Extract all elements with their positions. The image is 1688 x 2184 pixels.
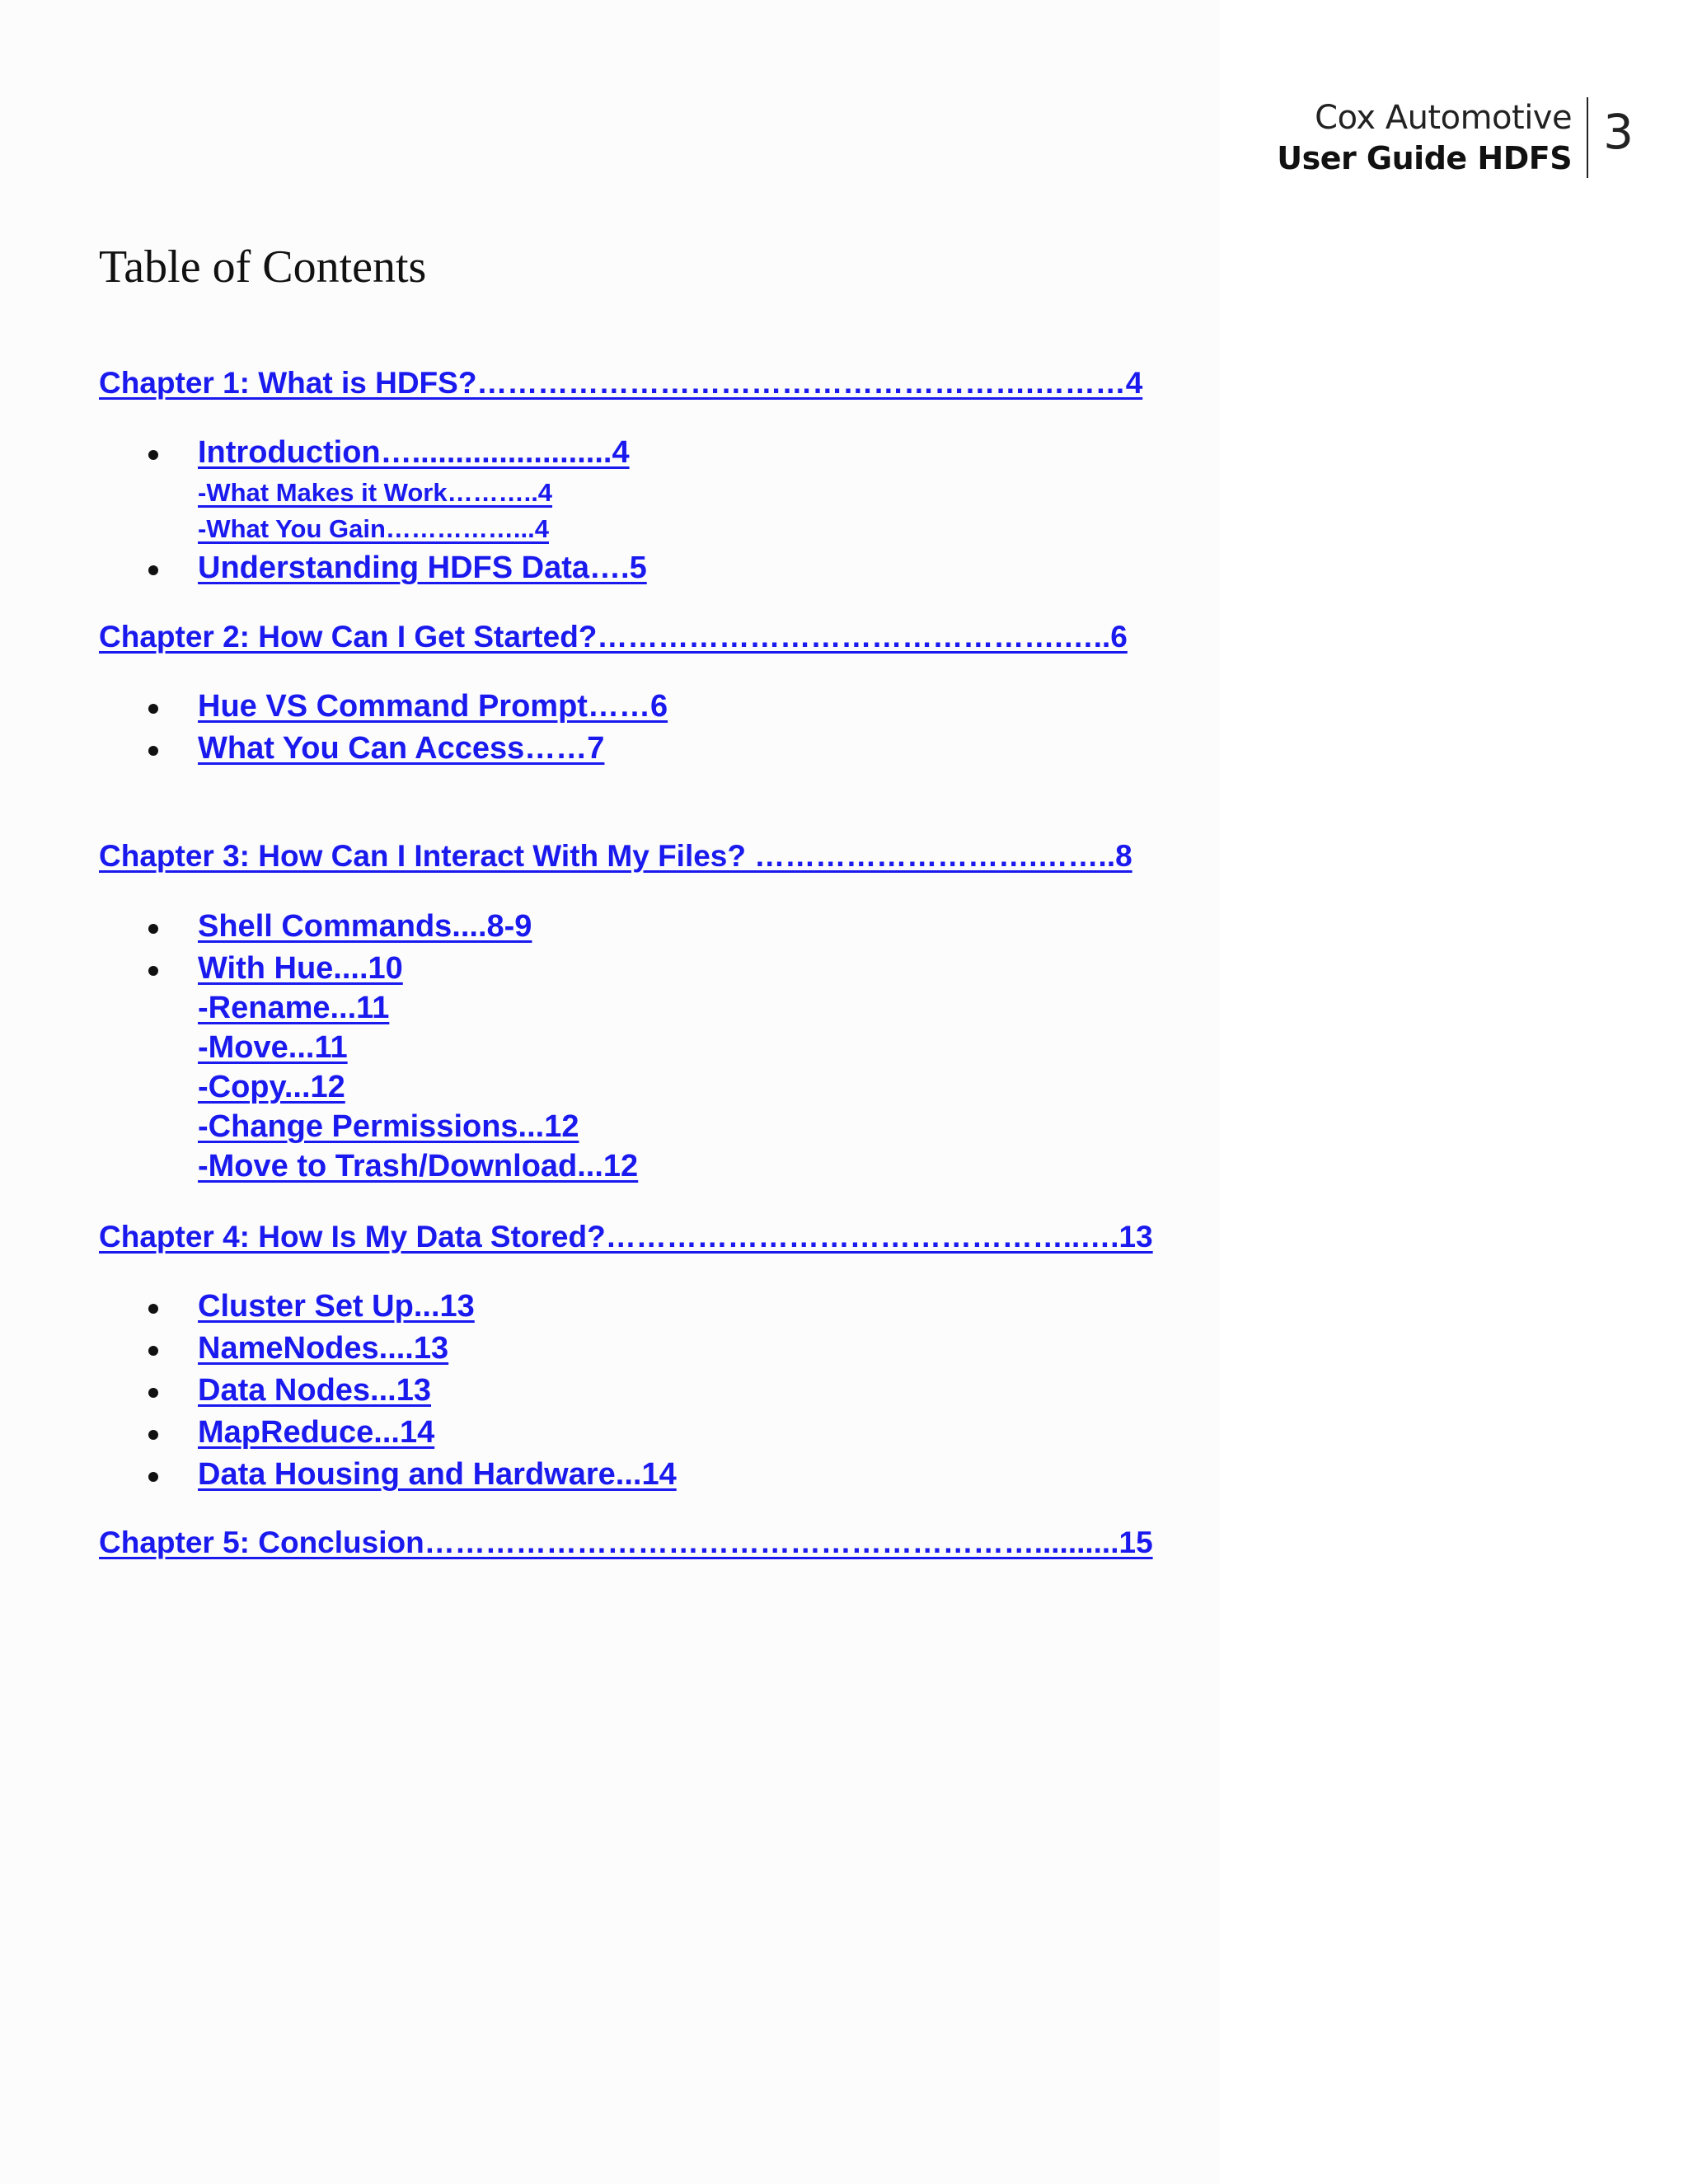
toc-chapter-1-link[interactable]: Chapter 1: What is HDFS?……………………………………………….………4	[99, 366, 1143, 400]
toc-introduction-link[interactable]: Introduction….......................4	[198, 435, 630, 470]
toc-title: Table of Contents	[99, 241, 427, 293]
page-number: 3	[1603, 104, 1634, 160]
bullet-icon	[148, 1388, 158, 1398]
bullet-icon	[148, 1346, 158, 1356]
toc-chapter-5-link[interactable]: Chapter 5: Conclusion……………………………………………………..........15	[99, 1526, 1153, 1559]
bullet-icon	[148, 1430, 158, 1440]
bullet-icon	[148, 450, 158, 460]
toc-move-link[interactable]: -Move...11	[198, 1030, 348, 1065]
toc-data-nodes-link[interactable]: Data Nodes...13	[198, 1373, 431, 1408]
header-text	[1277, 97, 1587, 178]
toc-chapter-3-link[interactable]: Chapter 3: How Can I Interact With My Files? ……………………….……..8	[99, 839, 1132, 873]
toc-shell-commands-link[interactable]: Shell Commands....8-9	[198, 909, 532, 944]
bullet-icon	[148, 966, 158, 976]
toc-namenodes-link[interactable]: NameNodes....13	[198, 1331, 449, 1366]
company-name: Cox Automotive	[1315, 99, 1573, 137]
bullet-icon	[148, 1472, 158, 1482]
bullet-icon	[148, 704, 158, 714]
toc-rename-link[interactable]: -Rename...11	[198, 991, 390, 1025]
toc-what-you-gain-link[interactable]: -What You Gain……………...4	[198, 514, 549, 543]
toc-mapreduce-link[interactable]: MapReduce...14	[198, 1415, 435, 1450]
toc-chapter-4-link[interactable]: Chapter 4: How Is My Data Stored?………………………………………..….13	[99, 1220, 1153, 1254]
toc-what-you-can-access-link[interactable]: What You Can Access……7	[198, 731, 605, 766]
toc-move-to-trash-link[interactable]: -Move to Trash/Download...12	[198, 1149, 639, 1183]
guide-title: User Guide HDFS	[1277, 140, 1573, 176]
toc-understanding-hdfs-data-link[interactable]: Understanding HDFS Data….5	[198, 551, 647, 585]
bullet-icon	[148, 1304, 158, 1314]
bullet-icon	[148, 746, 158, 756]
toc-cluster-set-up-link[interactable]: Cluster Set Up...13	[198, 1289, 475, 1324]
toc-copy-link[interactable]: -Copy...12	[198, 1070, 345, 1104]
bullet-icon	[148, 565, 158, 575]
toc-chapter-2-link[interactable]: Chapter 2: How Can I Get Started?……………………………………….…..6	[99, 620, 1128, 654]
toc-data-housing-link[interactable]: Data Housing and Hardware...14	[198, 1457, 677, 1492]
toc-what-makes-it-work-link[interactable]: -What Makes it Work………..4	[198, 478, 553, 507]
bullet-icon	[148, 924, 158, 934]
toc-change-permissions-link[interactable]: -Change Permissions...12	[198, 1109, 579, 1144]
toc-with-hue-link[interactable]: With Hue....10	[198, 951, 403, 986]
toc-hue-vs-command-prompt-link[interactable]: Hue VS Command Prompt……6	[198, 689, 668, 724]
page-header	[1277, 97, 1634, 178]
